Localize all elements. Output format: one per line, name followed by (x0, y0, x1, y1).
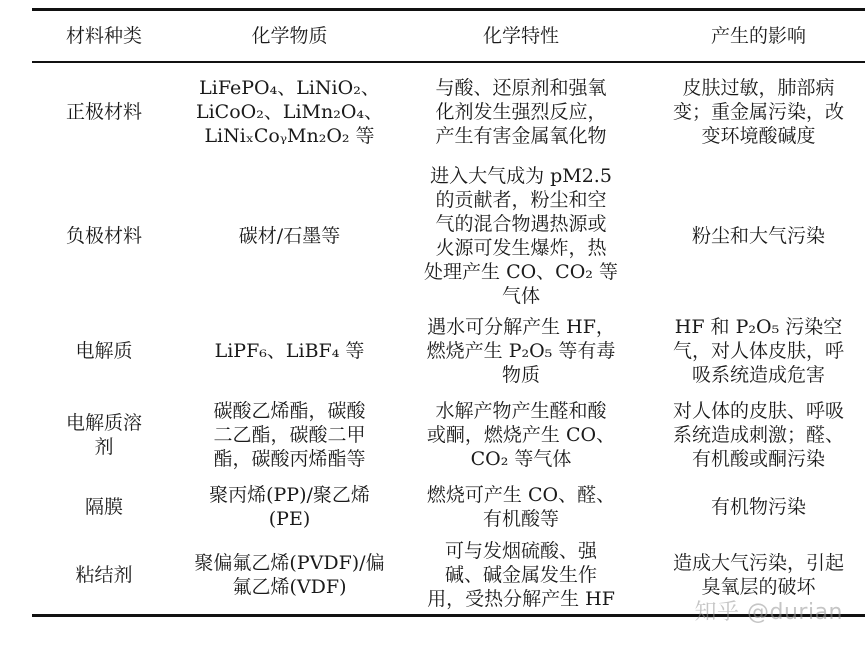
materials-table (32, 8, 865, 617)
cell-substance: 碳材/石墨等 (238, 224, 341, 247)
cell-impact: 有机物污染 (710, 495, 806, 518)
table-row (32, 162, 865, 310)
cell-material-type: 负极材料 (65, 224, 142, 247)
table-row (32, 310, 865, 392)
table-row (32, 478, 865, 536)
cell-property: 遇水可分解产生 HF， 燃烧产生 P₂O₅ 等有毒 物质 (426, 315, 616, 386)
cell-substance: 聚偏氟乙烯(PVDF)/偏 氟乙烯(VDF) (176, 536, 403, 616)
cell-substance: 聚丙烯(PP)/聚乙烯 (PE) (209, 483, 370, 530)
cell-substance: LiFePO₄、LiNiO₂、 LiCoO₂、LiMn₂O₄、 LiNiₓCoᵧMn₂O₂ 等 (195, 77, 384, 147)
cell-material-type: 粘结剂 (32, 536, 176, 616)
cell-impact: 粉尘和大气污染 (691, 224, 825, 247)
cell-impact: 造成大气污染，引起 臭氧层的破坏 (639, 536, 865, 616)
cell-impact: 对人体的皮肤、呼吸 系统造成刺激；醛、 有机酸或酮污染 (672, 399, 844, 470)
cell-property: 燃烧可产生 CO、醛、 有机酸等 (426, 483, 616, 530)
cell-substance: 碳酸乙烯酯，碳酸 二乙酯，碳酸二甲 酯，碳酸丙烯酯等 (213, 399, 366, 470)
cell-property: 与酸、还原剂和强氧 化剂发生强烈反应， 产生有害金属氧化物 (435, 77, 607, 147)
cell-substance: LiPF₆、LiBF₄ 等 (214, 339, 365, 362)
cell-material-type: 电解质 (75, 339, 133, 362)
table-row (32, 392, 865, 478)
watermark: 知乎 @durian (694, 600, 843, 625)
cell-material-type: 隔膜 (84, 495, 123, 518)
cell-material-type: 电解质溶 剂 (65, 411, 142, 458)
cell-material-type: 正极材料 (65, 101, 142, 123)
cell-property: 可与发烟硫酸、强 碱、碱金属发生作 用，受热分解产生 HF (403, 536, 639, 616)
cell-property: 水解产物产生醛和酸 或酮，燃烧产生 CO、 CO₂ 等气体 (426, 399, 616, 470)
header-impact: 产生的影响 (639, 10, 865, 62)
cell-property: 进入大气成为 pM2.5 的贡献者，粉尘和空 气的混合物遇热源或 火源可发生爆炸，热 处理产生 CO、CO₂ 等 气体 (424, 164, 618, 307)
header-chemical-property: 化学特性 (403, 10, 639, 62)
cell-impact: 皮肤过敏，肺部病 变；重金属污染，改 变环境酸碱度 (672, 77, 844, 147)
cell-impact: HF 和 P₂O₅ 污染空 气，对人体皮肤，呼 吸系统造成危害 (672, 315, 844, 386)
header-chemical-substance: 化学物质 (176, 10, 403, 62)
header-material-type: 材料种类 (32, 10, 176, 62)
table-header-row (32, 10, 865, 62)
table-row (32, 62, 865, 162)
